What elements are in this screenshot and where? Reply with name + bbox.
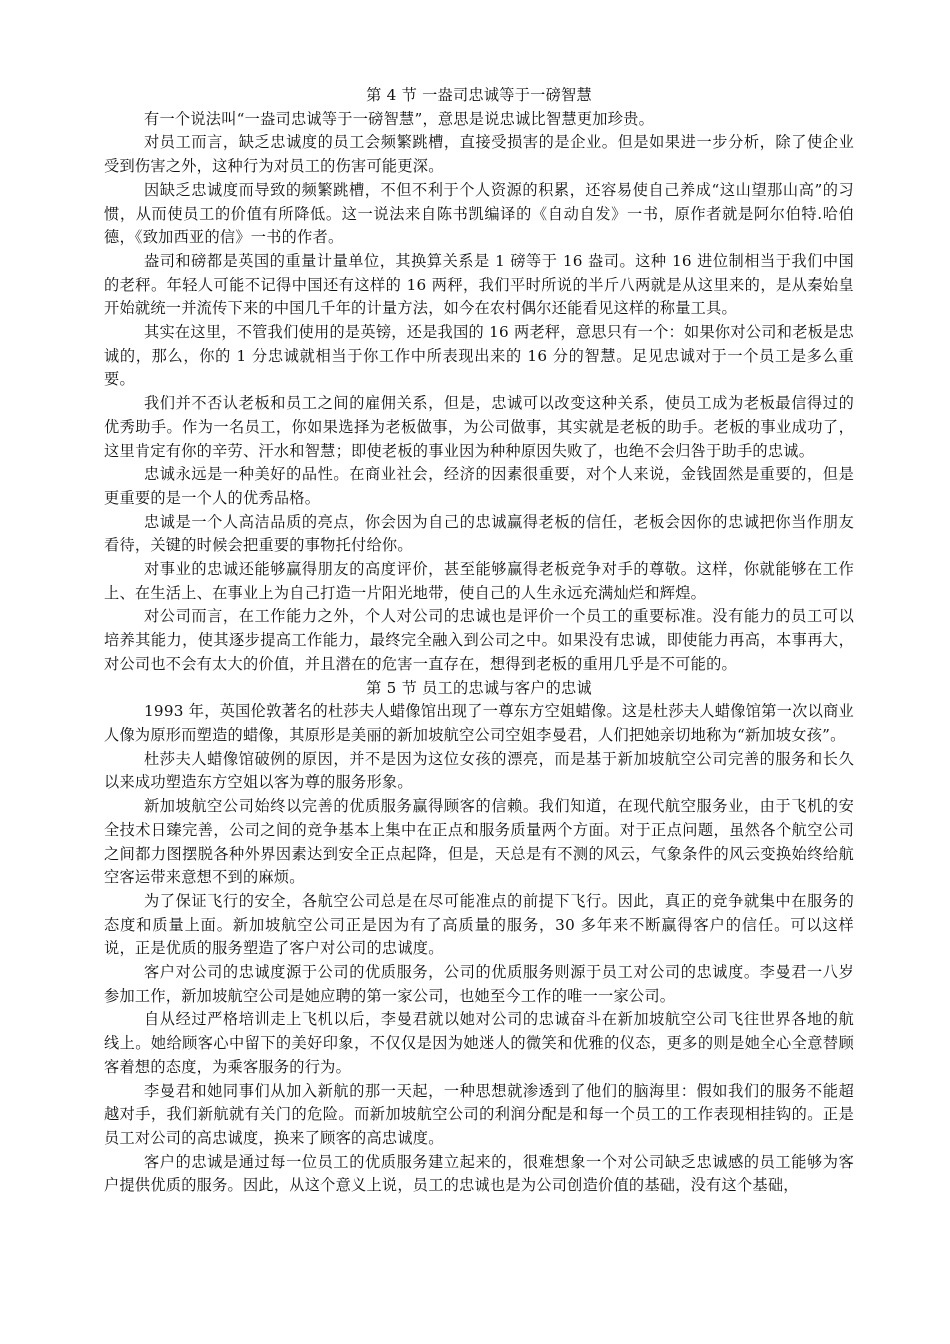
section-heading: 第 4 节 一盎司忠诚等于一磅智慧 bbox=[366, 86, 592, 104]
paragraph: 对员工而言，缺乏忠诚度的员工会频繁跳槽，直接受损害的是企业。但是如果进一步分析，除了使企业受到伤害之外，这种行为对员工的伤害可能更深。 bbox=[104, 133, 854, 176]
paragraph: 忠诚是一个人高洁品质的亮点，你会因为自己的忠诚赢得老板的信任，老板会因你的忠诚把你当作朋友看待，关键的时候会把重要的事物托付给你。 bbox=[104, 512, 854, 555]
section-4 bbox=[104, 84, 854, 677]
paragraph: 忠诚永远是一种美好的品性。在商业社会，经济的因素很重要，对个人来说，金钱固然是重要的，但是更重要的是一个人的优秀品格。 bbox=[104, 465, 854, 507]
paragraph: 对事业的忠诚还能够赢得朋友的高度评价，甚至能够赢得老板竞争对手的尊敬。这样，你就能够在工作上、在生活上、在事业上为自己打造一片阳光地带，使自己的人生永远充满灿烂和辉煌。 bbox=[104, 560, 854, 602]
paragraph: 为了保证飞行的安全，各航空公司总是在尽可能准点的前提下飞行。因此，真正的竞争就集中在服务的态度和质量上面。新加坡航空公司正是因为有了高质量的服务，30 多年来不断赢得客户的信任。可以这样说，正是优质的服务塑造了客户对公司的忠诚度。 bbox=[104, 891, 854, 958]
paragraph: 对公司而言，在工作能力之外，个人对公司的忠诚也是评价一个员工的重要标准。没有能力的员工可以培养其能力，使其逐步提高工作能力，最终完全融入到公司之中。如果没有忠诚，即使能力再高，本事再大，对公司也不会有太大的价值，并且潜在的危害一直存在，想得到老板的重用几乎是不可能的。 bbox=[104, 607, 854, 673]
paragraph: 因缺乏忠诚度而导致的频繁跳槽，不但不利于个人资源的积累，还容易使自己养成“这山望那山高”的习惯，从而使员工的价值有所降低。这一说法来自陈书凯编译的《自动自发》一书，原作者就是阿尔伯特.哈伯德，《致加西亚的信》一书的作者。 bbox=[104, 180, 854, 247]
paragraph: 自从经过严格培训走上飞机以后，李曼君就以她对公司的忠诚奋斗在新加坡航空公司飞往世界各地的航线上。她给顾客心中留下的美好印象，不仅仅是因为她迷人的微笑和优雅的仪态，更多的则是她全心全意替顾客着想的态度，为乘客服务的行为。 bbox=[104, 1010, 854, 1076]
paragraph: 有一个说法叫“一盎司忠诚等于一磅智慧”，意思是说忠诚比智慧更加珍贵。 bbox=[144, 109, 655, 128]
paragraph: 李曼君和她同事们从加入新航的那一天起，一种思想就渗透到了他们的脑海里：假如我们的服务不能超越对手，我们新航就有关门的危险。而新加坡航空公司的利润分配是和每一个员工的工作表现相挂钩的。正是员工对公司的高忠诚度，换来了顾客的高忠诚度。 bbox=[104, 1081, 854, 1147]
paragraph: 客户对公司的忠诚度源于公司的优质服务，公司的优质服务则源于员工对公司的忠诚度。李曼君一八岁参加工作，新加坡航空公司是她应聘的第一家公司，也她至今工作的唯一一家公司。 bbox=[104, 963, 854, 1005]
section-5 bbox=[104, 677, 854, 1198]
paragraph: 其实在这里，不管我们使用的是英镑，还是我国的 16 两老秤，意思只有一个：如果你对公司和老板是忠诚的，那么，你的 1 分忠诚就相当于你工作中所表现出来的 16 分的智慧。足见忠诚对于一个员工是多么重要。 bbox=[104, 323, 854, 389]
paragraph: 客户的忠诚是通过每一位员工的优质服务建立起来的，很难想象一个对公司缺乏忠诚感的员工能够为客户提供优质的服务。因此，从这个意义上说，员工的忠诚也是为公司创造价值的基础，没有这个基础， bbox=[104, 1152, 854, 1195]
paragraph: 杜莎夫人蜡像馆破例的原因，并不是因为这位女孩的漂亮，而是基于新加坡航空公司完善的服务和长久以来成功塑造东方空姐以客为尊的服务形象。 bbox=[104, 749, 854, 792]
paragraph: 1993 年，英国伦敦著名的杜莎夫人蜡像馆出现了一尊东方空姐蜡像。这是杜莎夫人蜡像馆第一次以商业人像为原形而塑造的蜡像，其原形是美丽的新加坡航空公司空姐李曼君，人们把她亲切地称为“新加坡女孩”。 bbox=[104, 702, 854, 744]
paragraph: 我们并不否认老板和员工之间的雇佣关系，但是，忠诚可以改变这种关系，使员工成为老板最信得过的优秀助手。作为一名员工，你如果选择为老板做事，为公司做事，其实就是老板的助手。老板的事业成功了，这里肯定有你的辛劳、汗水和智慧；即使老板的事业因为种种原因失败了，也绝不会归咎于助手的忠诚。 bbox=[104, 394, 854, 460]
paragraph: 新加坡航空公司始终以完善的优质服务赢得顾客的信赖。我们知道，在现代航空服务业，由于飞机的安全技术日臻完善，公司之间的竞争基本上集中在正点和服务质量两个方面。对于正点问题，虽然各个航空公司之间都力图摆脱各种外界因素达到安全正点起降，但是，天总是有不测的风云，气象条件的风云变换始终给航空客运带来意想不到的麻烦。 bbox=[104, 797, 854, 887]
section-heading: 第 5 节 员工的忠诚与客户的忠诚 bbox=[366, 678, 592, 697]
paragraph: 盎司和磅都是英国的重量计量单位，其换算关系是 1 磅等于 16 盎司。这种 16 进位制相当于我们中国的老秤。年轻人可能不记得中国还有这样的 16 两秤，我们平时所说的半斤八两就是从这里来的，是从秦始皇开始就统一并流传下来的中国几千年的计量方法，如今在农村偶尔还能看见这样的称量工具。 bbox=[104, 251, 854, 318]
